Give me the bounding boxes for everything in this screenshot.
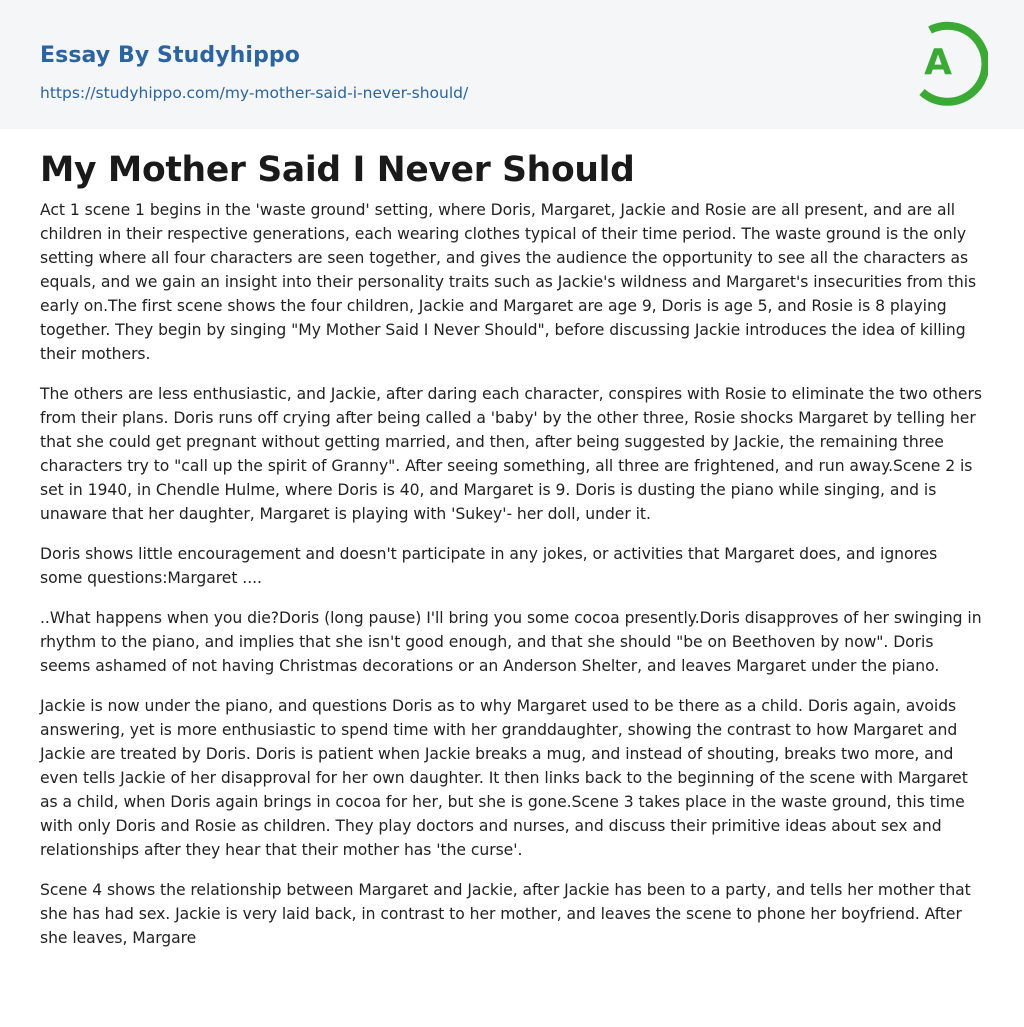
studyhippo-logo-icon[interactable] xyxy=(912,18,988,106)
essay-content xyxy=(0,148,1024,950)
essay-paragraph: Doris shows little encouragement and doesn't participate in any jokes, or activities that Margaret does, and ignores some questions:Margaret .... xyxy=(40,545,938,587)
site-header xyxy=(0,0,1024,129)
site-title[interactable]: Essay By Studyhippo xyxy=(40,43,300,68)
essay-paragraph: The others are less enthusiastic, and Jackie, after daring each character, conspires with Rosie to eliminate the two others from their plans. Doris runs off crying after being called a 'baby' by the other three, Rosie shocks Margaret by telling her that she could get pregnant without getting married, and then, after being suggested by Jackie, the remaining three characters try to "call up the spirit of Granny". After seeing something, all three are frightened, and run away.Scene 2 is set in 1940, in Chendle Hulme, where Doris is 40, and Margaret is 9. Doris is dusting the piano while singing, and is unaware that her daughter, Margaret is playing with 'Sukey'- her doll, under it. xyxy=(40,385,982,523)
essay-paragraph: ..What happens when you die?Doris (long pause) I'll bring you some cocoa presently.Doris disapproves of her swinging in rhythm to the piano, and implies that she isn't good enough, and that she should "be on Beethoven by now". Doris seems ashamed of not having Christmas decorations or an Anderson Shelter, and leaves Margaret under the piano. xyxy=(40,609,982,675)
logo-letter: A xyxy=(924,42,952,83)
page-title: My Mother Said I Never Should xyxy=(40,150,635,190)
essay-paragraph: Jackie is now under the piano, and questions Doris as to why Margaret used to be there as a child. Doris again, avoids answering, yet is more enthusiastic to spend time with her granddaughter, showing the contrast to how Margaret and Jackie are treated by Doris. Doris is patient when Jackie breaks a mug, and instead of shouting, breaks two more, and even tells Jackie of her disapproval for her own daughter. It then links back to the beginning of the scene with Margaret as a child, when Doris again brings in cocoa for her, but she is gone.Scene 3 takes place in the waste ground, this time with only Doris and Rosie as children. They play doctors and nurses, and discuss their primitive ideas about sex and relationships after they hear that their mother has 'the curse'. xyxy=(40,697,968,859)
essay-paragraph: Scene 4 shows the relationship between Margaret and Jackie, after Jackie has been to a party, and tells her mother that she has had sex. Jackie is very laid back, in contrast to her mother, and leaves the scene to phone her boyfriend. After she leaves, Margare xyxy=(40,881,971,947)
essay-paragraph: Act 1 scene 1 begins in the 'waste ground' setting, where Doris, Margaret, Jackie and Rosie are all present, and are all children in their respective generations, each wearing clothes typical of their time period. The waste ground is the only setting where all four characters are seen together, and gives the audience the opportunity to see all the characters as equals, and we gain an insight into their personality traits such as Jackie's wildness and Margaret's insecurities from this early on.The first scene shows the four children, Jackie and Margaret are age 9, Doris is age 5, and Rosie is 8 playing together. They begin by singing "My Mother Said I Never Should", before discussing Jackie introduces the idea of killing their mothers. xyxy=(40,201,977,363)
page-url-link[interactable]: https://studyhippo.com/my-mother-said-i-never-should/ xyxy=(40,84,469,102)
